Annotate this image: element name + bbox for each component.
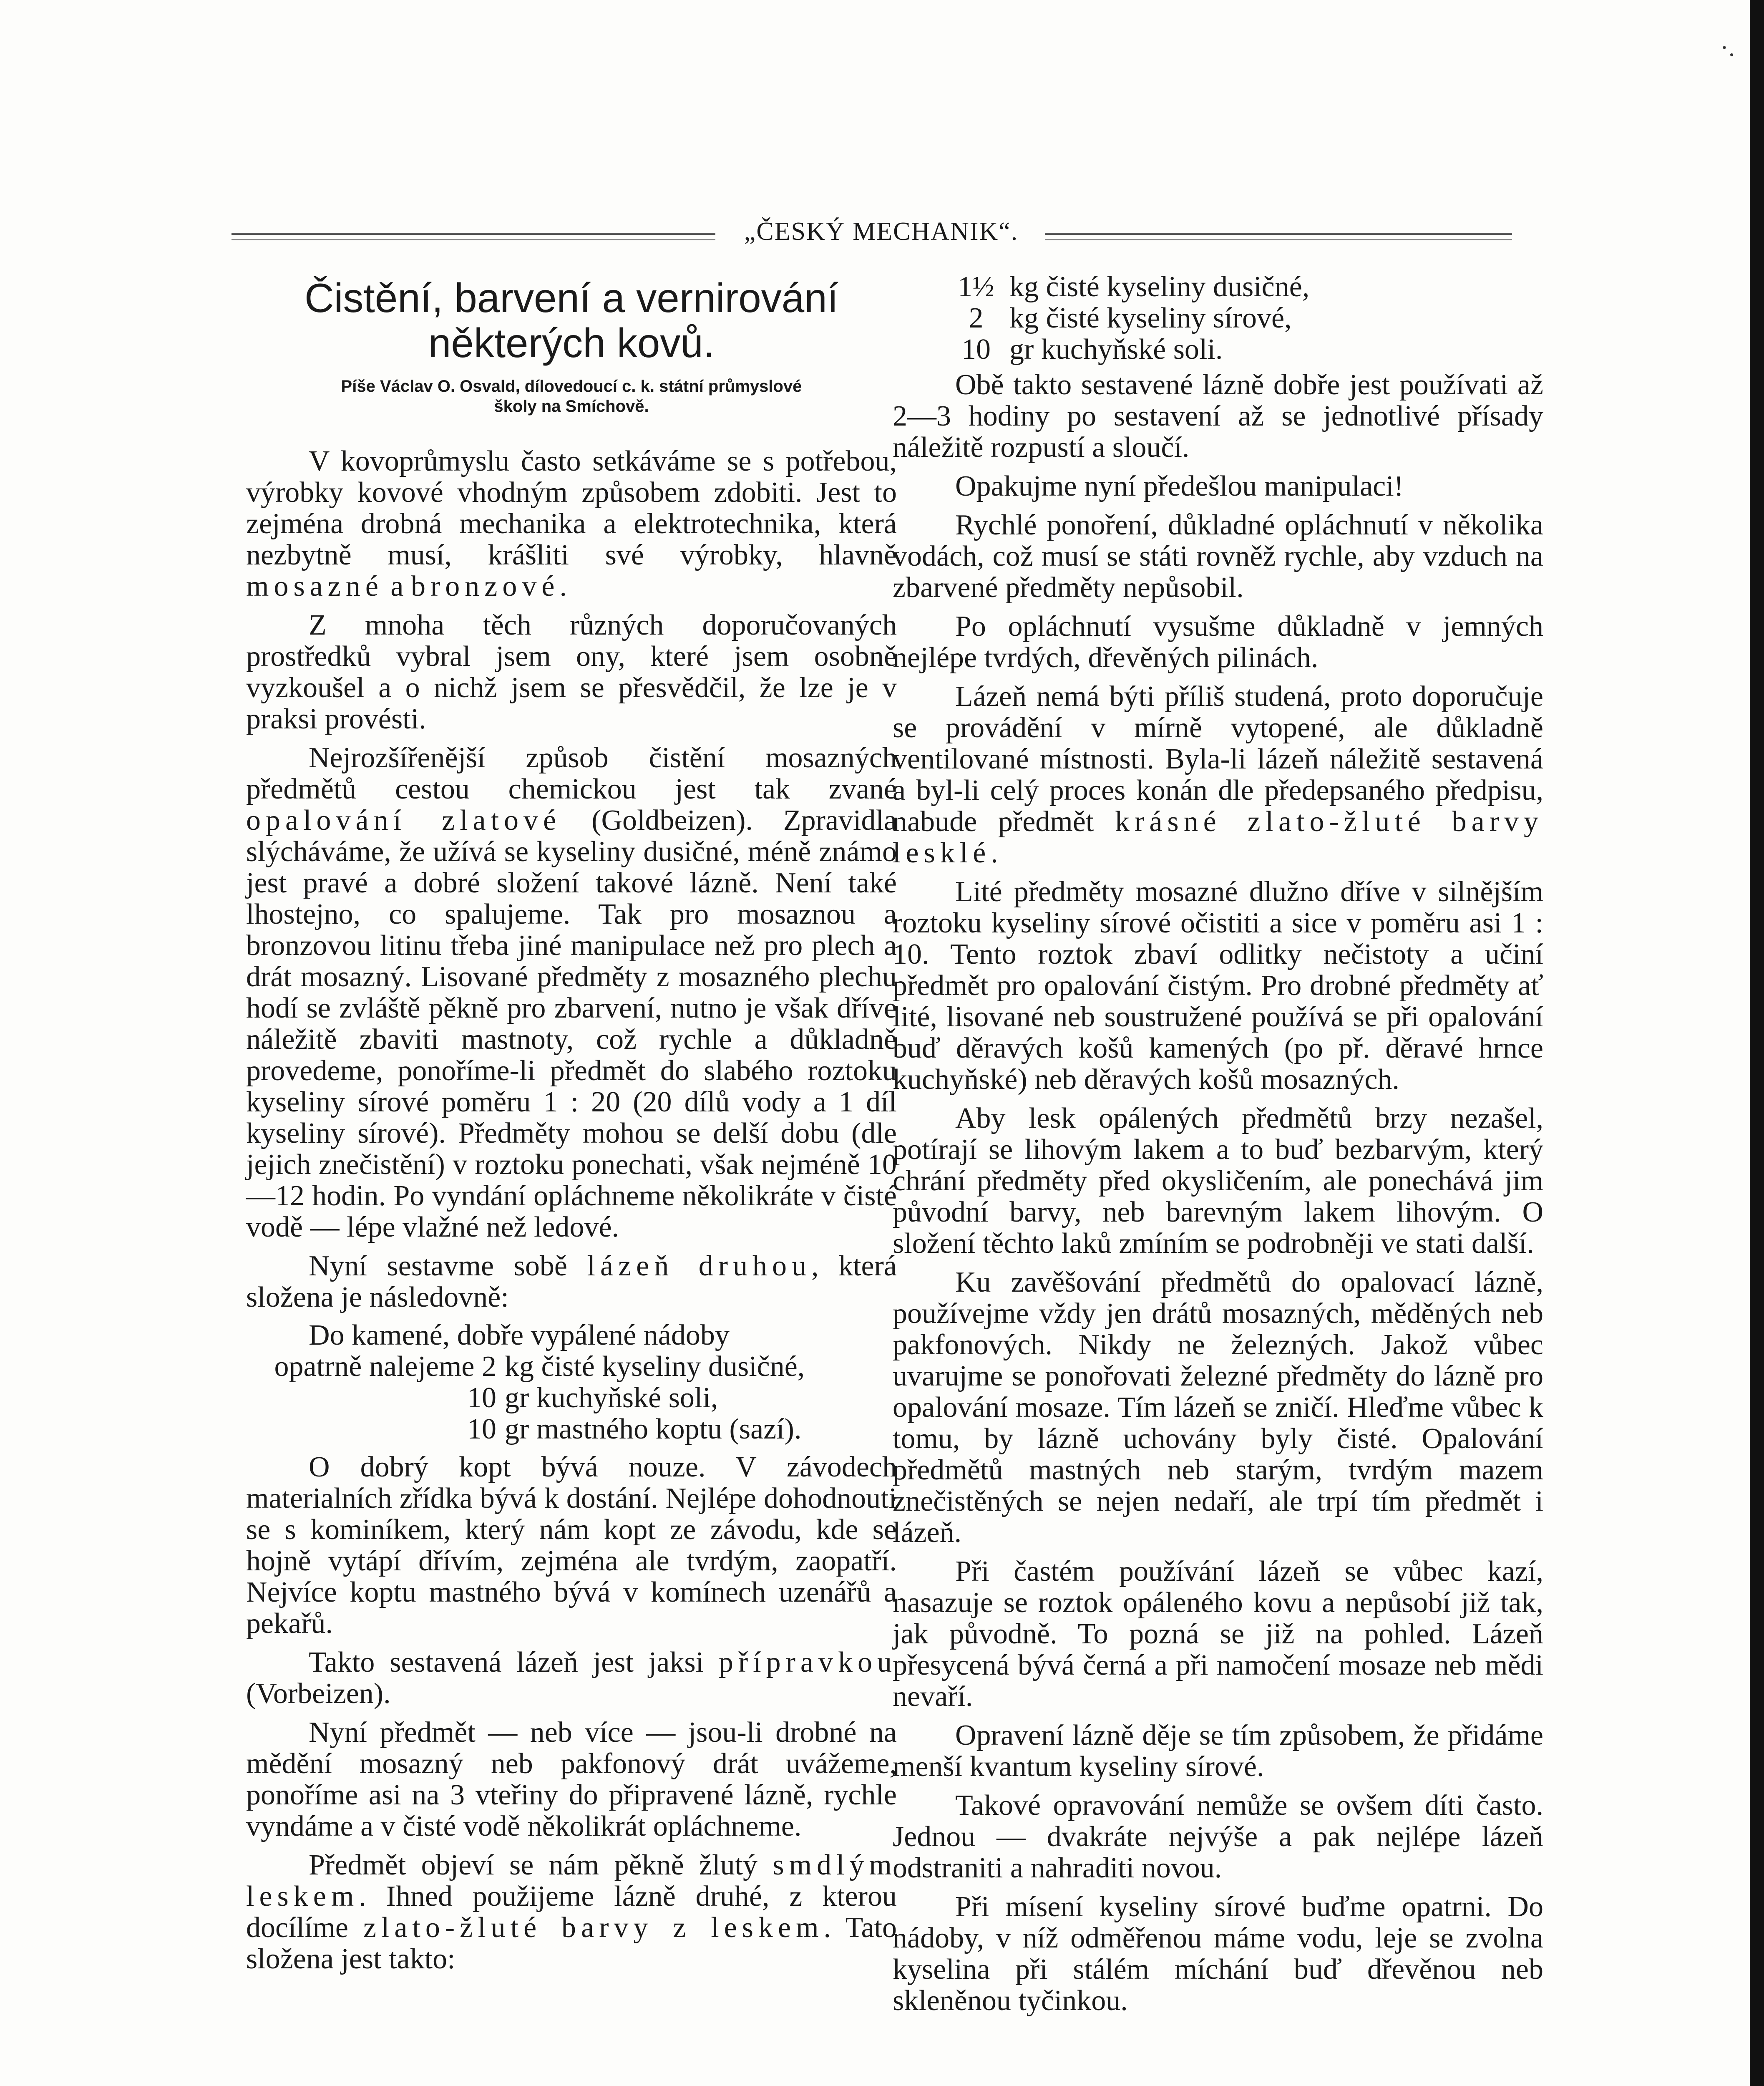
paragraph: Ku zavěšování předmětů do opalovací lázně, používejme vždy jen drátů mosazných, měděných neb pakfonových. Nikdy ne železných. Jakož vůbec uvarujme se ponořovati železné předměty do lázně pro opalování mosaze. Tím lázeň se zničí. Hleďme vůbec k tomu, by lázně uchovány byly čisté. Opalování předmětů mastných neb starým, tvrdým mazem znečistěných se nejen nedaří, ale trpí tím předmět i lázeň. (893, 1266, 1543, 1549)
running-header: „ČESKÝ MECHANIK“. (744, 217, 1019, 246)
spaced-emphasis: krásné zlato-žluté barvy lesklé (893, 806, 1543, 869)
paragraph: Takto sestavená lázeň jest jaksi přípravkou (Vorbeizen). (246, 1646, 897, 1710)
recipe-item: kg čisté kyseliny dusičné, (1009, 271, 1310, 303)
recipe-intro: Do kamené, dobře vypálené nádoby (309, 1319, 730, 1351)
article-byline (246, 376, 897, 416)
spaced-emphasis: smdlým leskem (246, 1849, 897, 1912)
recipe-quantity: 10 (467, 1382, 496, 1414)
recipe-quantity: 10 (467, 1413, 496, 1445)
recipe-item: gr kuchyňské soli, (505, 1382, 718, 1414)
scan-corner-mark: ·. (1720, 34, 1735, 61)
header-rule-left (232, 233, 715, 240)
right-column (893, 271, 1543, 2016)
paragraph: Lázeň nemá býti příliš studená, proto doporučuje se provádění v mírně vytopené, ale důkladně ventilované místnosti. Byla-li lázeň náležitě sestavená a byl-li celý proces konán dle předepsaného předpisu, nabude předmět krásné zlato-žluté barvy lesklé. (893, 680, 1543, 869)
paragraph: Opakujme nyní předešlou manipulaci! (955, 470, 1404, 502)
spaced-emphasis: přípravkou (718, 1646, 897, 1678)
recipe-second-bath (893, 271, 1543, 365)
spaced-emphasis: lázeň druhou (587, 1250, 812, 1282)
recipe-quantity: 10 (961, 333, 991, 365)
paragraph: Nejrozšířenější způsob čistění mosazných předmětů cestou chemickou jest tak zvané opalování zlatové (Goldbeizen). Zpravidla slýcháváme, že užívá se kyseliny dusičné, méně známo jest pravé a dobré složení takové lázně. Není také lhostejno, co spalujeme. Tak pro mosaznou a bronzovou litinu třeba jiné manipulace než pro plech a drát mosazný. Lisované předměty z mosazného plechu hodí se zvláště pěkně pro zbarvení, nutno je však dříve náležitě zbaviti mastnoty, což rychle a důkladně provedeme, ponoříme-li předmět do slabého roztoku kyseliny sírové poměru 1 : 20 (20 dílů vody a 1 díl kyseliny sírové). Předměty mohou se delší dobu (dle jejich znečistění) v roztoku ponechati, však nejméně 10—12 hodin. Po vyndání opláchneme několikráte v čisté vodě — lépe vlažné než ledové. (246, 742, 897, 1243)
spaced-emphasis: zlato-žluté barvy z leskem (363, 1912, 824, 1944)
recipe-row (246, 1382, 897, 1413)
byline-line-2: školy na Smíchově. (494, 397, 649, 416)
recipe-item: gr kuchyňské soli. (1009, 333, 1223, 365)
recipe-row (246, 1413, 897, 1445)
recipe-row (893, 334, 1543, 365)
recipe-item: kg čisté kyseliny sírové, (1009, 302, 1292, 334)
spaced-emphasis: opalování zlatové (246, 804, 561, 836)
paragraph: Z mnoha těch různých doporučovaných prostředků vybral jsem ony, které jsem osobně vyzkoušel a o nichž jsem se přesvědčil, že lze je v praksi provésti. (246, 609, 897, 735)
article-title-line-2: některých kovů. (428, 320, 715, 366)
paragraph: Aby lesk opálených předmětů brzy nezašel, potírají se lihovým lakem a to buď bezbarvým, který chrání předměty před okysličením, ale ponechává jim původní barvy, neb barevným lakem lihovým. O složení těchto laků zmíním se podrobněji ve stati další. (893, 1102, 1543, 1260)
paragraph: Nyní předmět — neb více — jsou-li drobné na mědění mosazný neb pakfonový drát uvážeme, ponoříme asi na 3 vteřiny do připravené lázně, rychle vyndáme a v čisté vodě několikrát opláchneme. (246, 1716, 897, 1842)
paragraph: Rychlé ponoření, důkladné opláchnutí v několika vodách, což musí se státi rovněž rychle, aby vzduch na zbarvené předměty nepůsobil. (893, 509, 1543, 604)
paragraph: Po opláchnutí vysušme důkladně v jemných nejlépe tvrdých, dřevěných pilinách. (893, 610, 1543, 674)
recipe-row (246, 1351, 897, 1382)
byline-line-1: Píše Václav O. Osvald, dílovedoucí c. k. státní průmyslové (341, 377, 802, 396)
paragraph: Obě takto sestavené lázně dobře jest používati až 2—3 hodiny po sestavení až se jednotlivé přísady náležitě rozpustí a sloučí. (893, 369, 1543, 464)
paragraph: V kovoprůmyslu často setkáváme se s potřebou, výrobky kovové vhodným způsobem zdobiti. Jest to zejména drobná mechanika a elektrotechnika, která nezbytně musí, krášliti své výrobky, hlavně mosazné a bronzové. (246, 445, 897, 602)
header-rule-right (1045, 233, 1512, 240)
spaced-emphasis: bronzové (410, 570, 560, 602)
paragraph: Lité předměty mosazné dlužno dříve v silnějším roztoku kyseliny sírové očistiti a sice v poměru asi 1 : 10. Tento roztok zbaví odlitky nečistoty a učiní předmět pro opalování čistým. Pro drobné předměty ať lité, lisované neb soustružené používá se při opalování buď děravých košů kamených (po př. děravé hrnce kuchyňské) neb děravých košů mosazných. (893, 876, 1543, 1096)
recipe-item: kg čisté kyseliny dusičné, (505, 1350, 805, 1383)
article-title (246, 275, 897, 365)
article-title-line-1: Čistění, barvení a vernirování (304, 275, 839, 321)
left-column (246, 271, 897, 1975)
paragraph: Při častém používání lázeň se vůbec kazí, nasazuje se roztok opáleného kovu a nepůsobí již tak, jak původně. To pozná se již na pohled. Lázeň přesycená bývá černá a při namočení mosaze neb mědi nevaří. (893, 1555, 1543, 1713)
recipe-quantity: opatrně nalejeme 2 (274, 1350, 496, 1383)
paragraph: Takové opravování nemůže se ovšem díti často. Jednou — dvakráte nejvýše a pak nejlépe lázeň odstraniti a nahraditi novou. (893, 1789, 1543, 1884)
recipe-quantity: 2 (969, 302, 984, 334)
paragraph: Nyní sestavme sobě lázeň druhou, která složena je následovně: (246, 1250, 897, 1313)
paragraph: O dobrý kopt bývá nouze. V závodech materialních zřídka bývá k dostání. Nejlépe dohodnouti se s kominíkem, který nám kopt ze závodu, kde se hojně vytápí dřívím, zejména ale tvrdým, zaopatří. Nejvíce koptu mastného bývá v komínech uzenářů a pekařů. (246, 1451, 897, 1640)
paragraph: Při mísení kyseliny sírové buďme opatrni. Do nádoby, v níž odměřenou máme vodu, leje se zvolna kyselina při stálém míchání buď dřevěnou neb skleněnou tyčinkou. (893, 1891, 1543, 2017)
paragraph: Předmět objeví se nám pěkně žlutý smdlým leskem. Ihned použijeme lázně druhé, z kterou docílíme zlato-žluté barvy z leskem. Tato složena jest takto: (246, 1849, 897, 1975)
recipe-first-bath (246, 1320, 897, 1445)
recipe-row (893, 302, 1543, 334)
recipe-quantity: 1½ (958, 271, 994, 303)
recipe-item: gr mastného koptu (sazí). (505, 1413, 802, 1445)
paragraph: Opravení lázně děje se tím způsobem, že přidáme menší kvantum kyseliny sírové. (893, 1719, 1543, 1783)
spaced-emphasis: mosazné (246, 570, 383, 602)
recipe-row (893, 271, 1543, 302)
